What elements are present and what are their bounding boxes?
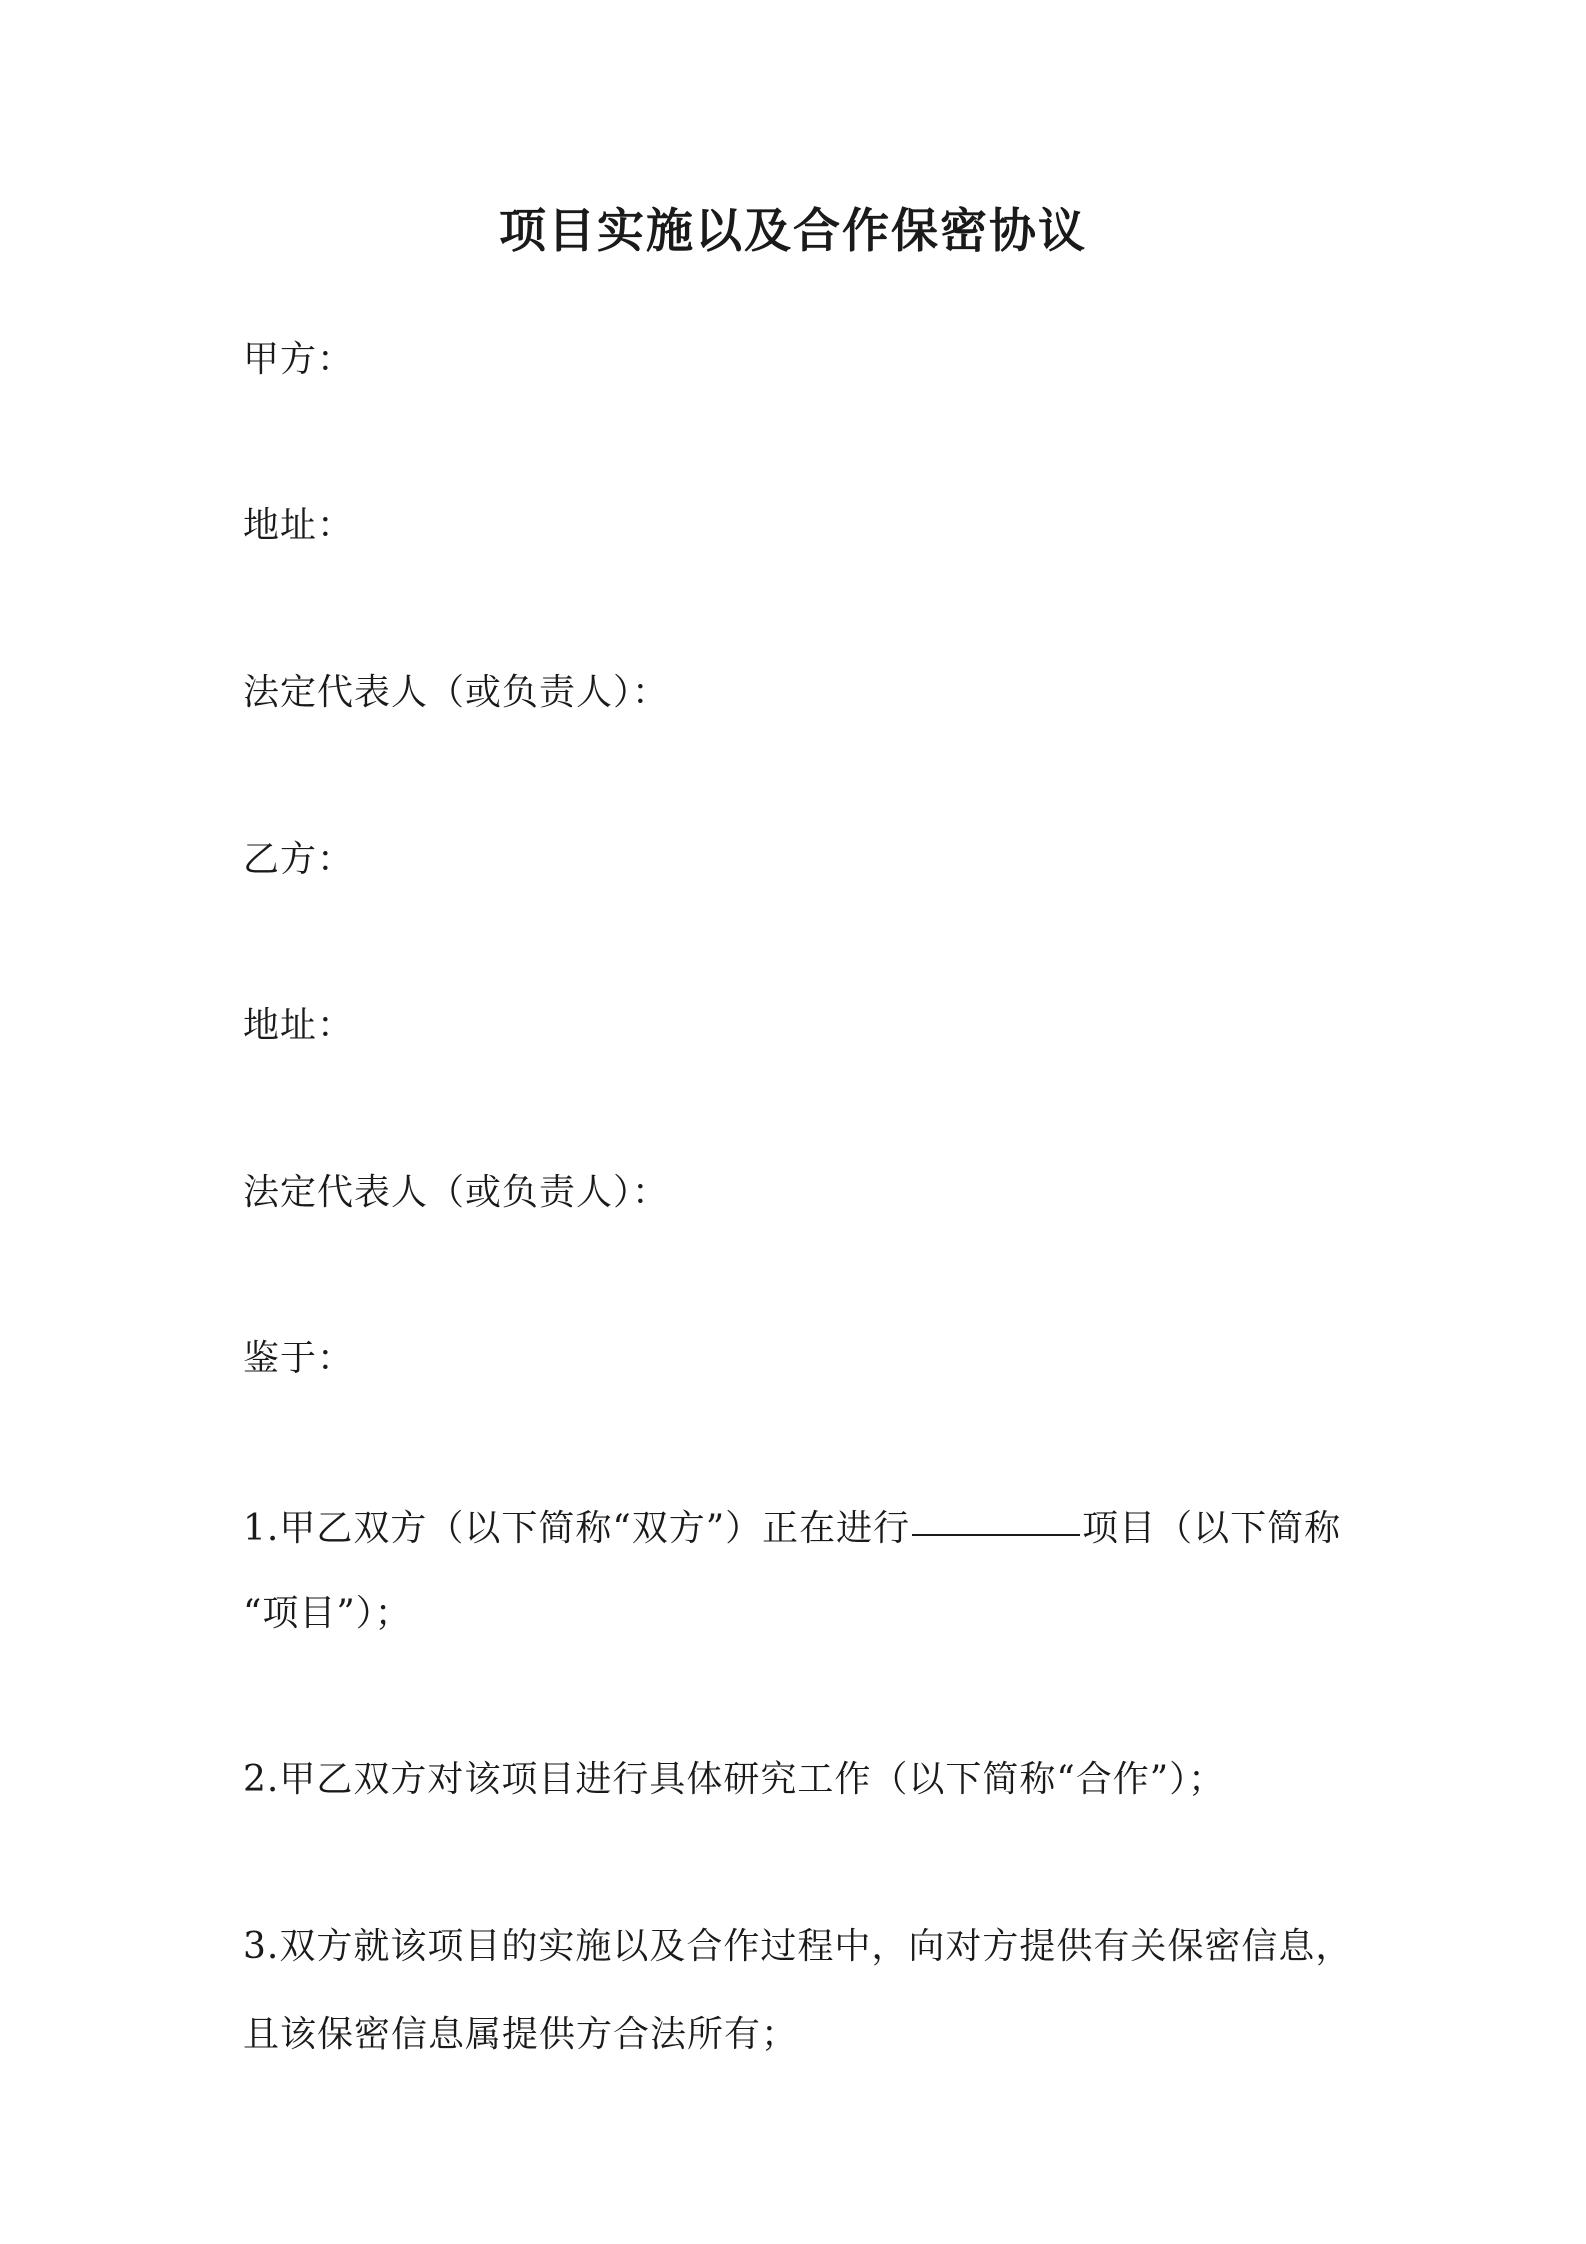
party-a-label: 甲方： [243, 339, 355, 380]
party-b-label: 乙方： [243, 839, 355, 880]
document-title: 项目实施以及合作保密协议 [499, 204, 1087, 259]
party-a-representative-label: 法定代表人（或负责人）： [243, 672, 670, 713]
clause-3-line-1: 3.双方就该项目的实施以及合作过程中，向对方提供有关保密信息， [243, 1926, 1353, 1967]
party-b-representative-label: 法定代表人（或负责人）： [243, 1172, 670, 1213]
clause-1-line-1 [243, 1502, 1341, 1553]
clause-2: 2.甲乙双方对该项目进行具体研究工作（以下简称“合作”）； [243, 1759, 1226, 1800]
party-b-address-label: 地址： [243, 1005, 355, 1046]
whereas-label: 鉴于： [243, 1338, 355, 1379]
project-name-blank [912, 1498, 1080, 1536]
clause-1-text-after-blank: 项目（以下简称 [1082, 1508, 1342, 1549]
clause-1-line-2: “项目”）； [243, 1593, 412, 1634]
clause-3-line-2: 且该保密信息属提供方合法所有； [243, 2014, 799, 2055]
clause-1-text-before-blank: 1.甲乙双方（以下简称“双方”）正在进行 [243, 1508, 911, 1549]
party-a-address-label: 地址： [243, 505, 355, 546]
